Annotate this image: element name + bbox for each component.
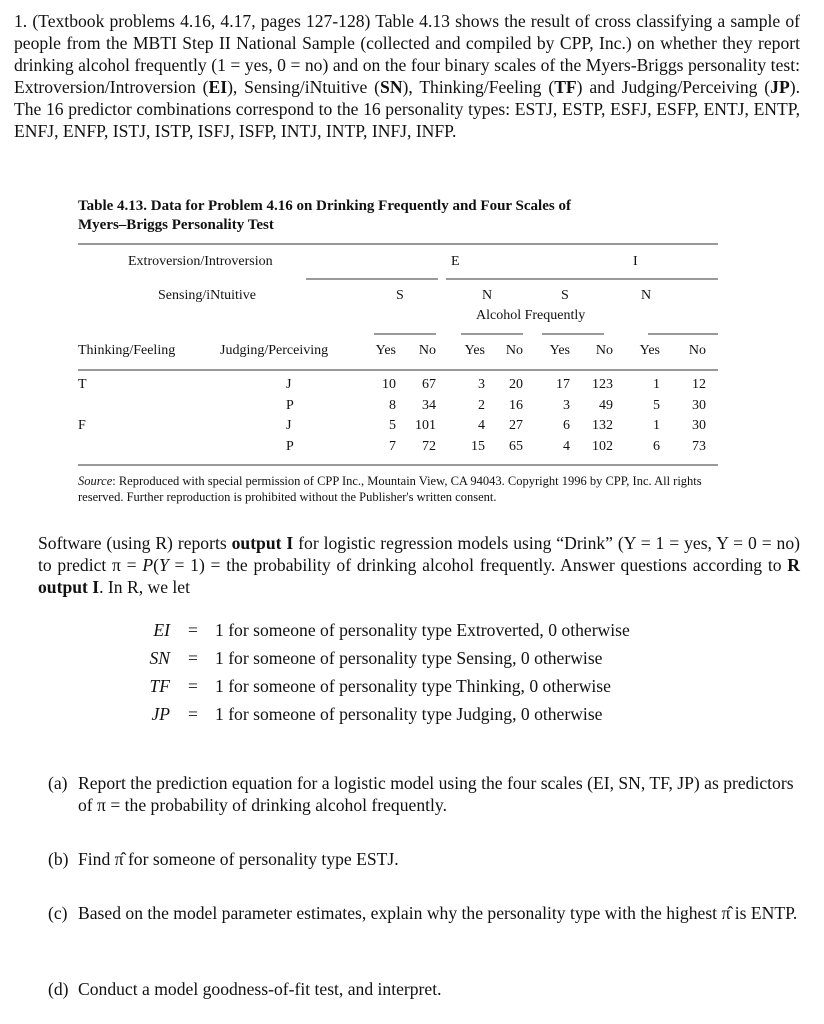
count-cell: 5 [389,418,396,433]
eq: = [188,620,198,640]
def-text: 1 for someone of personality type Sensing, 0 otherwise [215,648,603,668]
count-cell: 65 [509,438,523,454]
var: EI [153,620,170,640]
software-paragraph [38,532,800,598]
q-label: (c) [48,903,68,923]
count-cell: 1 [653,377,660,392]
intro-text: ), Thinking/Feeling ( [402,77,555,97]
eq: = [188,648,198,668]
no-header: No [418,343,436,358]
count-cell: 30 [692,418,706,433]
col-rule [374,333,436,335]
intro-text: ). The 16 predictor combinations correspond to the 16 personality types: ESTJ, ESTP, ESFJ, ESFP, ENTJ, ENTP, ENFJ, ENFP, ISTJ, ISTP, ISFJ, ISFP, INTJ, INTP, INFJ, INFP. [14,77,800,141]
yes-header: Yes [549,343,570,358]
jp-cell: P [286,438,294,454]
q-text: Report the prediction equation for a logistic model using the four scales (EI, SN, TF, JP) as predictors of π = the probability of drinking alcohol frequently. [78,773,794,815]
count-cell: 10 [382,377,396,392]
count-cell: 132 [592,418,613,433]
source-label: Source [78,474,113,488]
text: . In R, we let [99,577,191,597]
table-source [78,473,718,505]
question-a [48,772,803,816]
caption-line: Table 4.13. Data for Problem 4.16 on Drinking Frequently and Four Scales of [78,198,571,214]
var: SN [149,648,170,668]
count-cell: 8 [389,397,396,413]
tf-cell: F [78,418,86,433]
count-cell: 17 [556,377,570,392]
count-cell: 1 [653,418,660,433]
count-cell: 3 [478,377,485,392]
math: P [142,555,154,575]
alcohol-header: Alcohol Frequently [476,308,586,323]
s-header: S [396,288,404,303]
count-cell: 123 [592,377,613,392]
q-text: Based on the model parameter estimates, explain why the personality type with the highest π̂ is ENTP. [78,903,798,923]
question-c [48,902,803,924]
text: for logistic regression models using “Drink” (Y = 1 = yes, Y = 0 = no) to predict π = [38,533,800,575]
count-cell: 20 [509,377,523,392]
intro-bold: SN [380,77,403,97]
jp-cell: J [286,418,292,433]
intro-text: ), Sensing/iNtuitive ( [227,77,381,97]
yes-header: Yes [375,343,396,358]
count-cell: 4 [478,418,485,433]
top-rule [78,243,718,245]
i-rule [446,278,718,280]
count-cell: 67 [422,377,436,392]
jp-header: Judging/Perceiving [220,343,329,358]
col-rule [461,333,523,335]
no-header: No [595,343,613,358]
def-text: 1 for someone of personality type Judging, 0 otherwise [215,704,603,724]
count-cell: 16 [509,397,523,413]
count-cell: 27 [509,418,523,433]
col-rule [648,333,718,335]
def-text: 1 for someone of personality type Thinking, 0 otherwise [215,676,611,696]
text: = 1) = the probability of drinking alcohol frequently. Answer questions according to [168,555,788,575]
count-cell: 72 [422,438,436,454]
i-header: I [633,254,638,269]
count-cell: 12 [692,377,706,392]
bold-text: R output I [38,555,800,597]
bold-text: output I [231,533,294,553]
intro-text: ) and Judging/Perceiving ( [576,77,771,97]
count-cell: 7 [389,438,396,454]
intro-text: (Textbook problems 4.16, 4.17, pages 127-128) Table 4.13 shows the result of cross classifying a sample of people from the MBTI Step II National Sample (collected and compiled by CPP, Inc.) on whether they report drinking alcohol frequently (1 = yes, 0 = no) and on the four binary scales of the Myers-Briggs personality test: Extroversion/Introversion ( [14,11,800,97]
count-cell: 4 [563,438,570,454]
var: JP [151,704,170,724]
jp-cell: J [286,377,292,392]
def-text: 1 for someone of personality type Extroverted, 0 otherwise [215,620,630,640]
tf-header: Thinking/Feeling [78,343,176,358]
e-header: E [451,254,460,269]
data-table [78,197,718,504]
e-rule [306,278,438,280]
eq: = [188,676,198,696]
yes-header: Yes [464,343,485,358]
q-label: (d) [48,979,69,999]
text: ( [153,555,159,575]
q-label: (b) [48,849,69,869]
text: Software (using R) reports [38,533,232,553]
ei-header: Extroversion/Introversion [128,254,273,269]
question-b [48,848,803,870]
count-cell: 2 [478,397,485,413]
intro-bold: JP [770,77,790,97]
no-header: No [505,343,523,358]
intro-bold: EI [208,77,228,97]
yes-header: Yes [639,343,660,358]
question-d [48,978,803,1000]
table-caption [78,197,718,235]
count-cell: 6 [563,418,570,433]
count-cell: 101 [415,418,436,433]
count-cell: 5 [653,397,660,413]
n-header: N [641,288,652,303]
tf-cell: T [78,377,87,392]
problem-intro [14,10,800,142]
q-text: Conduct a model goodness-of-fit test, and interpret. [78,979,442,999]
count-cell: 49 [599,397,613,413]
problem-number: 1. [14,11,28,31]
col-rule [542,333,604,335]
caption-line: Myers–Briggs Personality Test [78,217,274,233]
q-label: (a) [48,773,68,793]
eq: = [188,704,198,724]
q-text: Find π̂ for someone of personality type ESTJ. [78,849,399,869]
count-cell: 3 [563,397,570,413]
s-header: S [561,288,569,303]
jp-cell: P [286,397,294,413]
count-cell: 30 [692,397,706,413]
count-cell: 6 [653,438,660,454]
count-cell: 73 [692,438,706,454]
header-rule [78,369,718,371]
var: TF [149,676,170,696]
n-header: N [482,288,493,303]
count-cell: 34 [422,397,436,413]
count-cell: 102 [592,438,613,454]
sn-header: Sensing/iNtuitive [158,288,256,303]
intro-bold: TF [554,77,577,97]
no-header: No [688,343,706,358]
bottom-rule [78,464,718,466]
count-cell: 15 [471,438,485,454]
math: Y [158,555,169,575]
source-text: : Reproduced with special permission of CPP Inc., Mountain View, CA 94043. Copyright 1996 by CPP, Inc. All rights reserved. Further reproduction is prohibited without the Publisher's written consent. [78,474,702,504]
